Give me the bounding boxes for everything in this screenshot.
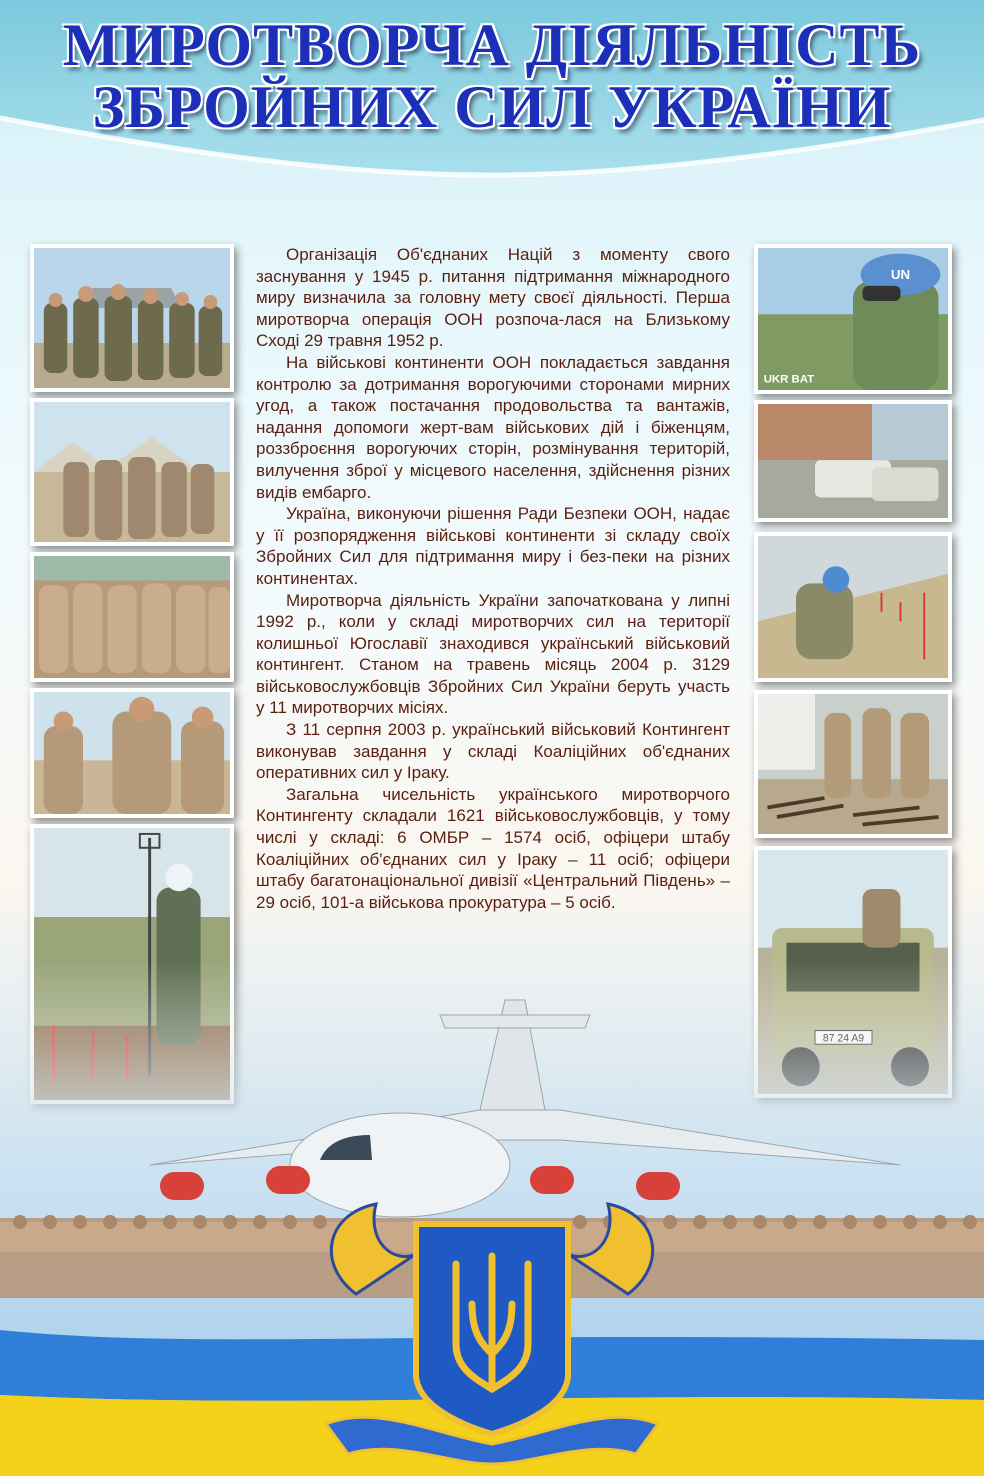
article-text <box>256 244 730 913</box>
ukrbat-sign: UKR BAT <box>763 373 815 386</box>
photo-officers-by-plane <box>30 244 234 392</box>
paragraph-6: Загальна чисельність українського миротворчого Контингенту складали 1621 військовослужбовців, у тому числі у складі: 6 ОМБР – 1574 осіб, офіцери штабу Коаліційних об'єднаних сил у Іраку – 11 осіб; офіцери штабу багатонаціональної дивізії «Центральний Південь» – 29 осіб, 101-а військова прокуратура – 5 осіб. <box>256 784 730 912</box>
trident-coat-of-arms-icon <box>296 1184 688 1470</box>
helmet-un-label: UN <box>890 267 911 283</box>
photo-camp-tents <box>30 398 234 546</box>
photo-checkpoint-vehicles <box>754 400 952 522</box>
title-line-1: МИРОТВОРЧА ДІЯЛЬНІСТЬ <box>62 12 922 78</box>
paragraph-2: На військові континенти ООН покладається завдання контролю за дотримання ворогуючими сторонами мирних угод, а також постачання продовольства та вантажів, надання допомоги жерт-вам військових дій і біженцям, роззброєння ворогуючих сторін, розмінування територій, вилучення зброї у місцевого населення, здійснення різних видів ембарго. <box>256 352 730 502</box>
photo-officer-briefing <box>30 688 234 818</box>
paragraph-5: З 11 серпня 2003 р. український військовий Контингент виконував завдання у складі Коаліційних об'єднаних оперативних сил у Іраку. <box>256 720 730 783</box>
title-line-2: ЗБРОЙНИХ СИЛ УКРАЇНИ <box>92 74 892 140</box>
paragraph-4: Миротворча діяльність України започаткована у липні 1992 р., коли у складі миротворчих сил на території колишньої Югославії знаходився український військовий контингент. Станом на травень місяць 2004 р. 3129 військовослужбовців Збройних Сил України беруть участь у 11 миротворчих місіях. <box>256 590 730 718</box>
photo-un-peacekeeper-binoculars <box>754 244 952 394</box>
paragraph-3: Україна, виконуючи рішення Ради Безпеки ООН, надає у її розпорядження військові континенти зі складу своїх Збройних Сил для підтримання миру і без-пеки на різних континентах. <box>256 504 730 588</box>
poster-title <box>0 14 984 138</box>
photo-demining-hillside <box>754 532 952 682</box>
photo-confiscated-weapons <box>754 690 952 838</box>
photo-soldiers-formation <box>30 552 234 682</box>
paragraph-1: Організація Об'єднаних Націй з моменту свого заснування у 1945 р. питання підтримання міжнародного миру визначила за головну мету своєї діяльності. Перша миротворча операція ООН розпоча-лася на Близькому Сході 29 травня 1952 р. <box>256 245 730 351</box>
